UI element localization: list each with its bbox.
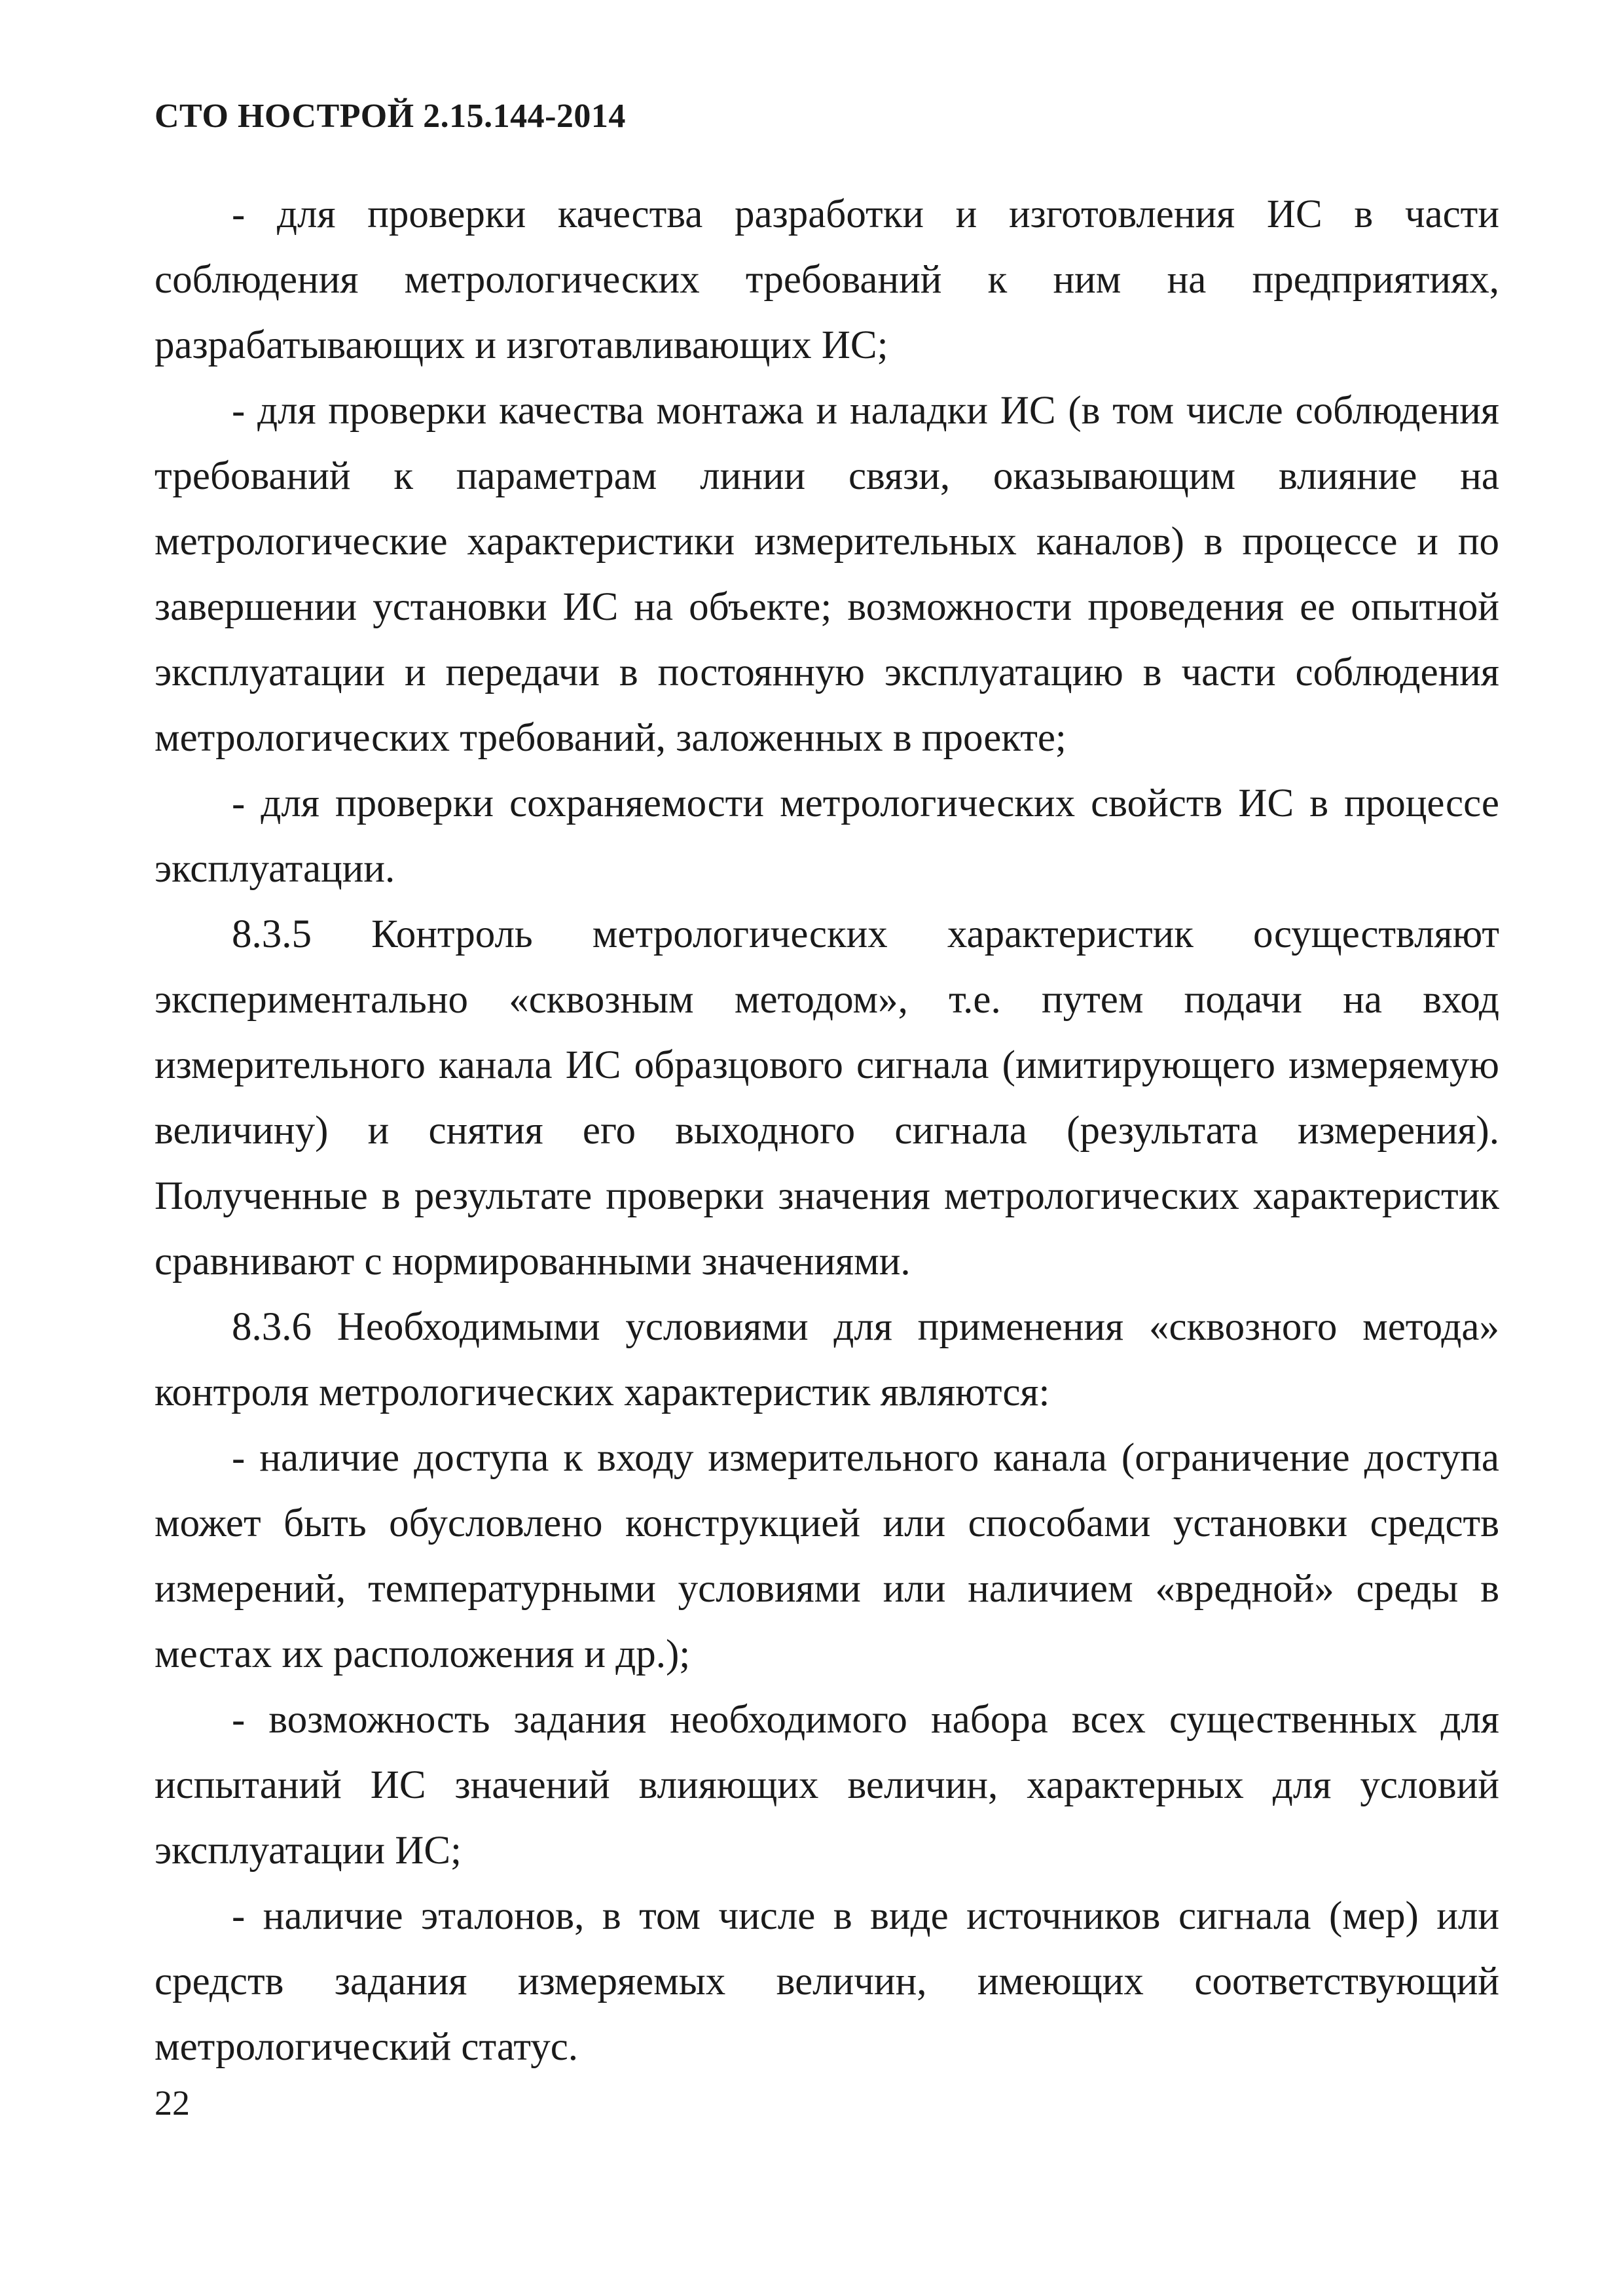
paragraph-6: - наличие доступа к входу измерительного канала (ограничение доступа может быть обусловлено конструкцией или способами установки средств измерений, температурными условиями или наличием «вредной» среды в местах их расположения и др.); bbox=[155, 1436, 1499, 1676]
paragraph-7: - возможность задания необходимого набора всех существенных для испытаний ИС значений влияющих величин, характерных для условий эксплуатации ИС; bbox=[155, 1698, 1499, 1873]
document-header: СТО НОСТРОЙ 2.15.144-2014 bbox=[155, 98, 626, 135]
paragraph-2: - для проверки качества монтажа и наладки ИС (в том числе соблюдения требований к параметрам линии связи, оказывающим влияние на метрологические характеристики измерительных каналов) в процессе и по завершении установки ИС на объекте; возможности проведения ее опытной эксплуатации и передачи в постоянную эксплуатацию в части соблюдения метрологических требований, заложенных в проекте; bbox=[155, 389, 1499, 760]
document-body bbox=[155, 182, 1499, 2080]
paragraph-4: 8.3.5 Контроль метрологических характеристик осуществляют экспериментально «сквозным методом», т.е. путем подачи на вход измерительного канала ИС образцового сигнала (имитирующего измеряемую величину) и снятия его выходного сигнала (результата измерения). Полученные в результате проверки значения метрологических характеристик сравнивают с нормированными значениями. bbox=[155, 912, 1499, 1283]
page-number: 22 bbox=[155, 2083, 190, 2123]
paragraph-5: 8.3.6 Необходимыми условиями для применения «сквозного метода» контроля метрологических характеристик являются: bbox=[155, 1305, 1499, 1414]
paragraph-8: - наличие эталонов, в том числе в виде источников сигнала (мер) или средств задания измеряемых величин, имеющих соответствующий метрологический статус. bbox=[155, 1894, 1499, 2069]
paragraph-1: - для проверки качества разработки и изготовления ИС в части соблюдения метрологических требований к ним на предприятиях, разрабатывающих и изготавливающих ИС; bbox=[155, 192, 1499, 367]
paragraph-3: - для проверки сохраняемости метрологических свойств ИС в процессе эксплуатации. bbox=[155, 781, 1499, 891]
